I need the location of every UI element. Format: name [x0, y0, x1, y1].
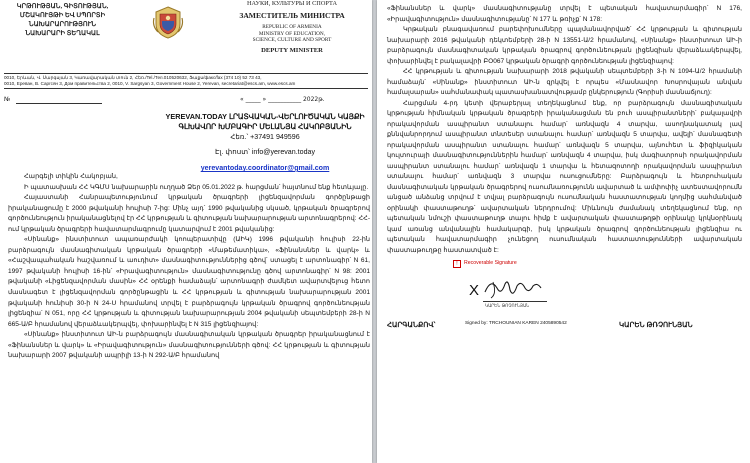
letterhead-rule-top	[4, 73, 368, 74]
letter-body-right	[387, 4, 742, 350]
body-paragraph: «Սինանք» ինստիտուտ ԱԻ-ն բարձրագույն մասնագիտական կրթական ծրագրեր իրականացնում է «Ֆինանսներ և վարկ» և «Իրավագիտություն» մասնագիտությունների գծով: ՀՀ կրթության և գիտության նախարարի 2007 թվականի ապրիլի 13-ի N 292-Ա/Բ հրամանով	[8, 331, 370, 360]
letterhead-armenian-block	[4, 2, 121, 38]
salutation: Հարգելի տիկին Հակոբյան,	[24, 173, 118, 180]
signed-by-text: Signed by: TRCHOUNIAN KAREN 2405890542	[465, 321, 567, 326]
coat-of-arms-icon	[151, 4, 185, 40]
recipient-block	[160, 112, 370, 173]
body-paragraph: «Սինանք» ինստիտուտ ապառարժակի կոոպերատիվը (ԱԻԿ) 1996 թվականի հուլիսի 22-ին բարձրագույն մասնագիտական կրթական ծրագրերի «Մաթեմատիկա», «Ֆինանսներ և վարկ» և «Հաշվապահական հաշվառում և աուդիտ» մասնագիտություններից գծով՝ ստացել է արտոնագիր՝ N 61, 1997 թվականի հուլիսի 16-ին՝ «Իրավագիտություն» մասնագիտությունը գծով արտոնագիր՝ N 98: 2001 թվականի «Լիցենզավորման մասին» ՀՀ օրենքի համաձայն՝ արտոնագրի ժամկետ ավարտվելուց հետո մասնագետ է լիցենզավորման գործընթացին և ՀՀ կրթության և գիտության նախարարության 2001 թվականի հունիսի 30-ի N 24-Ս հրամանով տրվել է բարձրագույն կրթական ծրագրով գործունեության լիցենզիա՝ N 051, որը ՀՀ կրթության և գիտության նախարարության 2004 թվականի սեպտեմբերի 28-ի N 665-Ա/Բ հրամանով վերաձևակերպվել, փոխարինվել է N 315 լիցենզիայով:	[8, 236, 370, 328]
signature-block	[387, 260, 742, 350]
signature-closing: ՀԱՐԳԱՆՔՈՎ՝	[387, 322, 436, 329]
ministry-name-line-3: ՆԱԽԱՐԱՐՈՒԹՅՈՒՆ	[28, 21, 97, 28]
deputy-title-russian: ЗАМЕСТИТЕЛЬ МИНИСТРА	[239, 11, 345, 20]
signature-warning-icon: !	[453, 260, 461, 268]
document-date: « _____ » ___________ 2022թ.	[240, 96, 325, 103]
signature-line	[483, 301, 547, 302]
document-page-right	[377, 0, 750, 463]
ministry-name-line-1: ԿՐԹՈՒԹՅԱՆ, ԳԻՏՈՒԹՅԱՆ,	[16, 3, 109, 10]
recipient-email: Էլ. փոստ՝ info@yerevan.today	[214, 148, 316, 156]
english-line-2: MINISTRY OF EDUCATION,	[258, 30, 326, 37]
letter-body-left	[8, 172, 370, 362]
coordinator-email-link[interactable]: yerevantoday.coordinator@gmail.com	[200, 164, 330, 172]
body-paragraph: ՀՀ կրթության և գիտության նախարարի 2018 թվականի սեպտեմբերի 3-ի N 1094-Ա/2 հրամանի համաձայն՝ «Սինանք» ինստիտուտ ԱԻ-ն զրկվել է որպես «Մասնավոր Խոսրովայան անվան համալսարան» սահմանափակ պատասխանատվությամբ ընկերություն (Գորիսի մասնաճյուղ):	[387, 68, 742, 96]
letterhead	[0, 0, 372, 86]
signatory-name: ԿԱՐԵՆ ԹՌՉՈՒՆՅԱՆ	[619, 322, 693, 329]
handwritten-signature-icon	[483, 274, 543, 302]
culture-line: НАУКИ, КУЛЬТУРЫ И СПОРТА	[246, 0, 338, 7]
recoverable-signature-label: Recoverable Signature	[464, 260, 517, 266]
address-line-2: 0010, Ереван, В. Саргсян 3, Дом правительства 2, 0010, V. Sargsyan 3, Government House 2, Yerevan, secretariat@escs.am, www.escs.am	[4, 81, 296, 86]
body-paragraph: Հայաստանի Հանրապետությունում կրթական ծրագրերի լիցենզավորման գործընթացի իրականացումը է 2000 թվականի հուլիսի 7-ից: Մինչ այդ՝ 1990 թվականից սկսած, կրթական ծրագրերով գործունեություն իրականացնելով էր ՀՀ կրթության և գիտության նախարարության արտոնագրերով: ՀՀ-ում կրթական ծրագրերի հավատարմագրումը կատարվում է 2001 թվականից:	[8, 194, 370, 233]
letterhead-rule-bottom	[4, 88, 368, 89]
document-number-label: №	[4, 96, 11, 103]
english-line-1: REPUBLIC OF ARMENIA	[262, 24, 322, 30]
address-line-1: 0010, Երևան, Վ. Սարգսյան 3, Կառավարական տուն 2, Հեռ./Tel./Тел.010520632, Ֆաքս/факс/fax (374 10) 52 73 43,	[4, 75, 262, 80]
ministry-name-line-2: ՄՇԱԿՈՒՅԹԻ ԵՎ ՍՊՈՐՏԻ	[19, 12, 106, 19]
body-paragraph: Հարցման 4-րդ կետի վերաբերյալ տեղեկացնում ենք, որ բարձրագույն մասնագիտական կրթության հիմնական կրթական ծրագրերի իրականացման են բուհ ասպիրանտների՝ բակալավրի որակավորման ասպիրանտ ստանալու համար՝ առնվազն 4 տարվա, ասողնակատակ լավ քննվանրորդում ասպիրանտ տնտեսեր ստանալու համար՝ առնվազն 5 տարվա, ավելի՝ մասնագետի որակավորման ասպիրանտ ստանալու համար՝ առնվազն 5 տարվա, այնուհետ և ֆիզիկական կուլտուրայի մասնագիտություններին համար՝ առնվազն 4 տարվա, իսկ մագիստրոսի որակավորման ասպիրանտ ստանալու համար՝ առնվազն 1 տարվա և հետազոտողի որակավորման ասպիրանտ ստանալու համար՝ առնվազն 3 տարվա ուսուցումները: Բարձրագույն և հետբուհական մասնագիտական կրթական ծրագրերով ուսումնառությունն ավարտած և ամփոփիչ ատեստավորումն անցած անձանց տրվում է տվյալ բարձրագույն ուսումնական հաստատության կողմից սահմանված օրինակի փաստաթուղթ՝ ավարտական ներդրումով: Միևնույն ժամանակ տեղեկացնում ենք, որ պետական նմուշի փաստաթուղթ տալու հիմք է ավարտական փաստաթղթի օրինակը կրկնօրինակ կամ առանց անվանային համակարգի, իսկ կրթական ծրագրով գործունեության լիցենզիա ու պետական հավատարմագիր չունեցող ուսումնական հաստատությունների ավարտական փաստաթուղթը հաստատված է:	[387, 99, 742, 254]
deputy-title-english: DEPUTY MINISTER	[261, 46, 323, 54]
letterhead-english-block	[213, 0, 371, 54]
signature-x-mark: X	[469, 282, 480, 299]
recoverable-signature-badge	[453, 260, 517, 268]
recipient-line-1: YEREVAN.TODAY ԼՐԱՏՎԱԿԱՆ-ՎԵՐԼՈՒԾԱԿԱՆ ԿԱՅՔԻ	[165, 112, 365, 121]
recipient-line-2: ԳԼԽԱՎՈՐ ԽՄԲԱԳԻՐ ՄԵԼԱՆՅԱ ՀԱԿՈԲՅԱՆԻՆ	[178, 122, 352, 131]
english-line-3: SCIENCE, CULTURE AND SPORT	[252, 37, 332, 44]
body-paragraph: Ի պատասխան ՀՀ ԿԳՄՍ նախարարին ուղղած Ձեր 05.01.2022 թ. հարցման՝ հայտնում ենք հետևյալը.	[24, 183, 369, 191]
recipient-phone: Հեռ.՝ +37491 949596	[230, 133, 300, 141]
document-number-line	[16, 103, 102, 104]
deputy-title-armenian: ՆԱԽԱՐԱՐԻ ՏԵՂԱԿԱԼ	[25, 30, 100, 37]
document-page-left	[0, 0, 372, 463]
body-paragraph: Կրթական բնագավառում բարեփոխումները պայմանավորված՝ ՀՀ կրթության և գիտության նախարարի 2016 թվականի դեկտեմբերի 28-ի N 13551-Ա/2 հրամանով, «Սինանք» ինստիտուտ ԱԻ-ի բարձրագույն մասնագիտական կրթական ծրագրով գործունեության լիցենզիան վերաձևակերպվել, փոխարինվել է բակալավրի ԲՕ067 կրթական ծրագրի գործունեության լիցենզիայով:	[387, 26, 742, 65]
body-paragraph: «Ֆինանսներ և վարկ» մասնագիտությանը տրվել է պետական հավատարմագիր՝ N 176, «Իրավագիտություն» մասնագիտությանը՝ N 177 և թռիչք՝ N 178:	[387, 5, 742, 23]
signature-printed-name: ԿԱՐԵՆ ԹՌՉՈՒՆՅԱՆ	[485, 303, 530, 308]
